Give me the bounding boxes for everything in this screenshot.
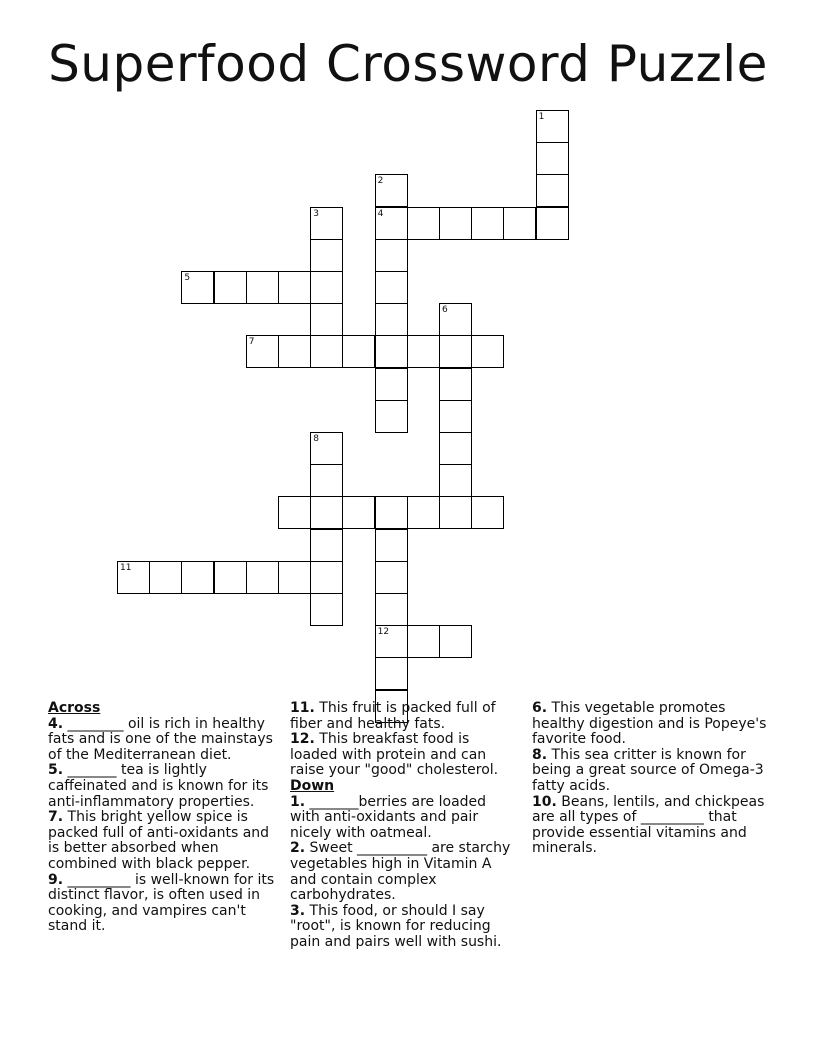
grid-cell[interactable]: [407, 625, 440, 658]
clue-number: 4: [377, 208, 384, 219]
grid-cell[interactable]: [439, 207, 472, 240]
clue-number: 5: [184, 273, 191, 283]
grid-cell[interactable]: [375, 335, 408, 368]
grid-cell[interactable]: [375, 368, 408, 401]
clue-number: 1: [538, 112, 545, 122]
grid-cell[interactable]: [439, 303, 472, 336]
grid-cell[interactable]: [375, 239, 408, 272]
grid-cell[interactable]: [407, 496, 440, 529]
grid-cell[interactable]: [310, 561, 343, 594]
clue-number: 7: [248, 337, 255, 348]
clues-column-3: [532, 701, 772, 857]
grid-cell[interactable]: [536, 142, 569, 175]
clue-number: 3: [313, 208, 319, 219]
grid-cell[interactable]: [439, 368, 472, 401]
grid-cell[interactable]: [278, 561, 311, 594]
grid-cell[interactable]: [536, 174, 569, 207]
page-title: Superfood Crossword Puzzle: [48, 35, 768, 93]
clue-number: 11: [120, 562, 132, 573]
grid-cell[interactable]: [214, 561, 247, 594]
grid-cell[interactable]: [407, 335, 440, 368]
grid-cell[interactable]: [375, 303, 408, 336]
grid-cell[interactable]: [439, 432, 472, 465]
grid-cell[interactable]: [149, 561, 182, 594]
clue-down-3: 3. This food, or should I say "root", is known for reducing pain and pairs well with sushi.: [290, 902, 502, 950]
grid-cell[interactable]: [536, 207, 569, 240]
grid-cell[interactable]: [471, 207, 504, 240]
clue-down-10: 10. Beans, lentils, and chickpeas are all types of _________ that provide essential vitamins and minerals.: [532, 793, 765, 857]
grid-cell[interactable]: [471, 335, 504, 368]
grid-cell[interactable]: [310, 271, 343, 304]
grid-cell[interactable]: [471, 496, 504, 529]
grid-cell[interactable]: [246, 271, 279, 304]
grid-cell[interactable]: [375, 207, 408, 240]
clue-number: 8: [313, 434, 319, 444]
grid-cell[interactable]: [310, 207, 343, 240]
grid-cell[interactable]: [439, 400, 472, 433]
clue-across-7: 7. This bright yellow spice is packed full of anti-oxidants and is better absorbed when combined with black pepper.: [48, 809, 270, 872]
grid-cell[interactable]: [375, 529, 408, 562]
across-heading: Across: [48, 700, 101, 716]
grid-cell[interactable]: [310, 432, 343, 465]
grid-cell[interactable]: [246, 335, 279, 368]
clue-down-2: 2. Sweet __________ are starchy vegetables high in Vitamin A and contain complex carbohydrates.: [290, 840, 511, 904]
clue-down-8: 8. This sea critter is known for being a great source of Omega-3 fatty acids.: [532, 746, 764, 794]
clue-across-11: 11. This fruit is packed full of fiber and healthy fats.: [290, 700, 496, 732]
grid-cell[interactable]: [310, 303, 343, 336]
grid-cell[interactable]: [278, 271, 311, 304]
clue-across-12: 12. This breakfast food is loaded with protein and can raise your "good" cholesterol.: [290, 731, 499, 779]
clue-across-5: 5. _______ tea is lightly caffeinated and is known for its anti-inflammatory properties.: [48, 762, 269, 810]
grid-cell[interactable]: [536, 110, 569, 143]
grid-cell[interactable]: [375, 657, 408, 690]
grid-cell[interactable]: [375, 271, 408, 304]
clue-down-6: 6. This vegetable promotes healthy digestion and is Popeye's favorite food.: [532, 700, 767, 748]
grid-cell[interactable]: [342, 335, 375, 368]
grid-cell[interactable]: [439, 335, 472, 368]
clue-down-1: 1. _______berries are loaded with anti-oxidants and pair nicely with oatmeal.: [290, 793, 487, 841]
grid-cell[interactable]: [375, 400, 408, 433]
grid-cell[interactable]: [278, 496, 311, 529]
grid-cell[interactable]: [310, 464, 343, 497]
grid-cell[interactable]: [214, 271, 247, 304]
clue-across-4: 4. ________ oil is rich in healthy fats and is one of the mainstays of the Mediterranean diet.: [48, 715, 273, 763]
grid-cell[interactable]: [310, 239, 343, 272]
clues-column-1: [48, 701, 280, 935]
grid-cell[interactable]: [375, 174, 408, 207]
grid-cell[interactable]: [278, 335, 311, 368]
clue-number: 12: [377, 627, 390, 638]
grid-cell[interactable]: [181, 271, 214, 304]
grid-cell[interactable]: [375, 625, 408, 658]
grid-cell[interactable]: [503, 207, 536, 240]
grid-cell[interactable]: [310, 529, 343, 562]
clue-number: 2: [377, 176, 384, 187]
grid-cell[interactable]: [439, 464, 472, 497]
grid-cell[interactable]: [181, 561, 214, 594]
grid-cell[interactable]: [310, 335, 343, 368]
grid-cell[interactable]: [439, 496, 472, 529]
clue-number: 6: [442, 305, 448, 316]
grid-cell[interactable]: [246, 561, 279, 594]
grid-cell[interactable]: [117, 561, 150, 594]
down-heading: Down: [290, 777, 335, 794]
grid-cell[interactable]: [375, 561, 408, 594]
grid-cell[interactable]: [375, 593, 408, 626]
grid-cell[interactable]: [375, 496, 408, 529]
clues-column-2: [290, 701, 518, 951]
grid-cell[interactable]: [342, 496, 375, 529]
grid-cell[interactable]: [310, 496, 343, 529]
clue-across-9: 9. _________ is well-known for its distinct flavor, is often used in cooking, and vampires can't stand it.: [48, 871, 275, 935]
grid-cell[interactable]: [310, 593, 343, 626]
grid-cell[interactable]: [407, 207, 440, 240]
grid-cell[interactable]: [439, 625, 472, 658]
